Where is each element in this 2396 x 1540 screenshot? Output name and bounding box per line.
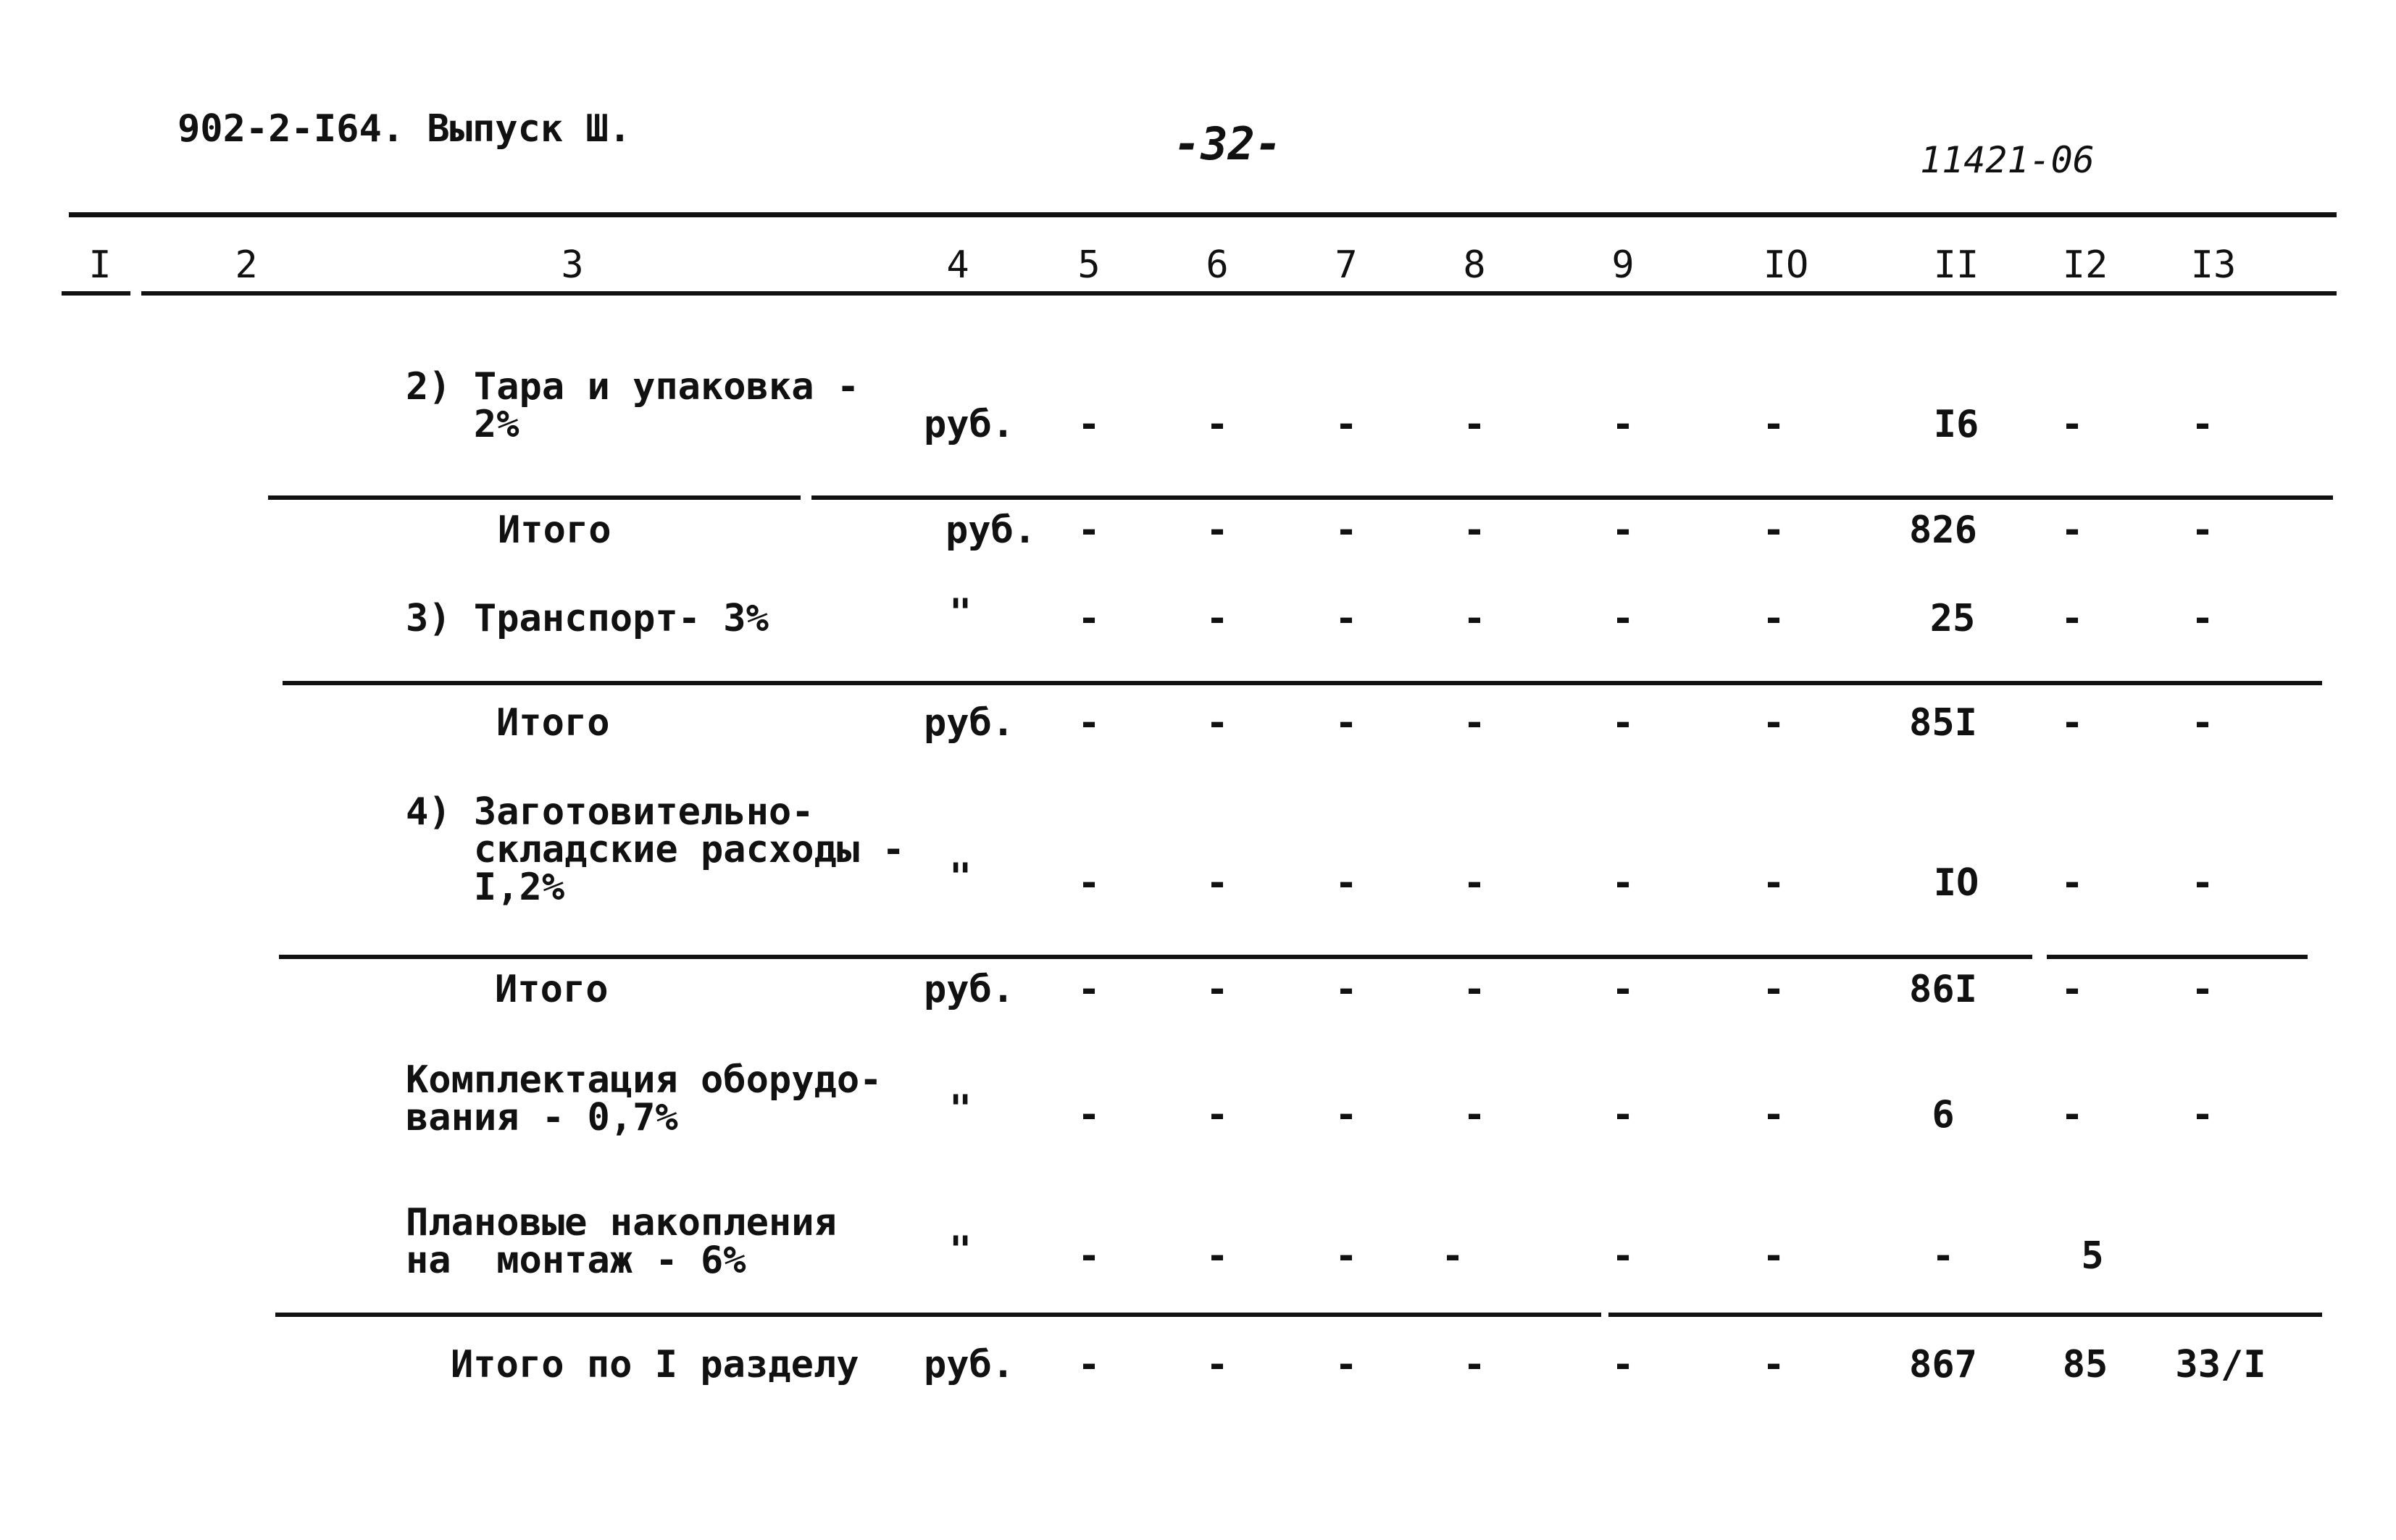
table-cell: - [1077,1234,1101,1278]
table-cell: - [1463,1093,1486,1137]
table-cell: - [1611,701,1635,745]
row-separator [1608,1313,2322,1317]
table-cell: - [1335,403,1358,446]
table-cell: 5 [2081,1234,2104,1278]
row-label: 2) Тара и упаковка - 2% [406,365,860,446]
table-cell: - [1611,861,1635,905]
table-cell: - [1206,861,1229,905]
page-number: -32- [1174,117,1282,170]
table-cell: - [1463,597,1486,640]
row-unit: руб. [924,403,1015,446]
table-cell: - [1463,403,1486,446]
table-cell: - [1611,509,1635,552]
table-cell: - [1762,968,1785,1011]
table-cell: - [2061,597,2084,640]
table-cell: - [1335,1343,1358,1386]
table-cell: - [2191,509,2214,552]
table-top-rule [69,212,2337,217]
table-cell: - [1077,597,1101,640]
table-cell: - [1077,861,1101,905]
table-cell: - [1762,597,1785,640]
header-bottom-rule [141,291,2337,296]
column-header: 2 [235,243,258,287]
table-cell: - [1335,509,1358,552]
reference-number: 11421-06 [1920,139,2095,181]
row-unit: руб. [924,701,1015,745]
table-cell: - [1611,968,1635,1011]
document-code: 902-2-I64. Выпуск Ш. [178,107,632,151]
table-cell: - [1206,1093,1229,1137]
table-cell: - [1463,968,1486,1011]
row-label: Плановые накопления на монтаж - 6% [406,1201,837,1282]
row-separator [2047,955,2308,959]
table-cell: - [1611,403,1635,446]
row-label: 4) Заготовительно- складские расходы - I,2% [406,790,905,909]
table-cell: 867 [1909,1343,1977,1386]
row-label: Итого [495,968,609,1011]
table-cell: - [1441,1234,1464,1278]
table-cell: - [1611,597,1635,640]
column-header: 9 [1611,243,1635,287]
table-cell: - [1077,509,1101,552]
table-cell: 25 [1929,597,1976,640]
table-cell: - [2061,403,2084,446]
table-cell: - [2191,968,2214,1011]
row-label: 3) Транспорт- 3% [406,597,769,640]
table-cell: 85 [2062,1343,2108,1386]
table-cell: - [2191,701,2214,745]
table-cell: - [2061,701,2084,745]
row-separator [275,1313,1601,1317]
row-separator [283,681,2322,685]
table-cell: - [1335,1234,1358,1278]
table-cell: - [1206,597,1229,640]
table-cell: - [1762,1234,1785,1278]
column-header: 7 [1335,243,1358,287]
table-cell: - [1077,403,1101,446]
table-cell: - [2191,1093,2214,1137]
column-header: I [88,243,112,287]
table-cell: - [2191,403,2214,446]
table-cell: 86I [1909,968,1977,1011]
table-cell: - [1463,701,1486,745]
row-unit: " [949,591,972,635]
table-cell: - [1077,968,1101,1011]
table-cell: 6 [1932,1093,1955,1137]
table-cell: - [1611,1093,1635,1137]
row-label: Итого [498,509,611,552]
table-cell: 33/I [2175,1343,2266,1386]
table-cell: - [1762,403,1785,446]
table-cell: - [1077,1343,1101,1386]
table-cell: - [1335,701,1358,745]
column-header: I3 [2190,243,2237,287]
table-cell: - [1463,509,1486,552]
row-unit: руб. [924,1343,1015,1386]
row-unit: " [949,1087,972,1131]
table-cell: - [1335,597,1358,640]
column-header: 4 [946,243,969,287]
table-cell: - [2061,1093,2084,1137]
row-label: Комплектация оборудо- вания - 0,7% [406,1058,882,1139]
table-cell: - [2191,597,2214,640]
row-unit: " [949,1229,972,1272]
table-cell: - [1335,861,1358,905]
table-cell: - [1762,1093,1785,1137]
column-header: 3 [561,243,584,287]
row-separator [279,955,2032,959]
table-cell: - [1463,861,1486,905]
table-cell: - [1762,1343,1785,1386]
table-cell: - [1463,1343,1486,1386]
column-header: 6 [1206,243,1229,287]
table-cell: - [1206,403,1229,446]
table-cell: - [1335,968,1358,1011]
table-cell: - [1762,701,1785,745]
table-cell: - [1077,1093,1101,1137]
table-cell: - [1611,1343,1635,1386]
table-cell: - [2061,861,2084,905]
row-separator [811,495,2333,500]
table-cell: - [2061,509,2084,552]
table-cell: - [1932,1234,1955,1278]
column-header: I2 [2062,243,2108,287]
column-header: 5 [1077,243,1101,287]
table-cell: - [1206,1343,1229,1386]
row-label: Итого по I разделу [451,1343,859,1386]
column-header: 8 [1463,243,1486,287]
table-cell: - [2191,861,2214,905]
table-cell: - [1762,861,1785,905]
table-cell: - [1206,968,1229,1011]
table-cell: - [1335,1093,1358,1137]
table-cell: - [2061,968,2084,1011]
table-cell: IO [1933,861,1979,905]
row-label: Итого [496,701,610,745]
row-unit: руб. [946,509,1037,552]
table-cell: - [1206,509,1229,552]
row-unit: " [949,855,972,899]
row-separator [268,495,801,500]
header-bottom-rule [62,291,130,296]
column-header: II [1933,243,1979,287]
table-cell: - [1206,701,1229,745]
table-cell: 826 [1909,509,1977,552]
column-header: IO [1763,243,1809,287]
table-cell: 85I [1909,701,1977,745]
table-cell: - [1206,1234,1229,1278]
table-cell: - [1762,509,1785,552]
row-unit: руб. [924,968,1015,1011]
table-cell: - [1077,701,1101,745]
table-cell: - [1611,1234,1635,1278]
table-cell: I6 [1933,403,1979,446]
